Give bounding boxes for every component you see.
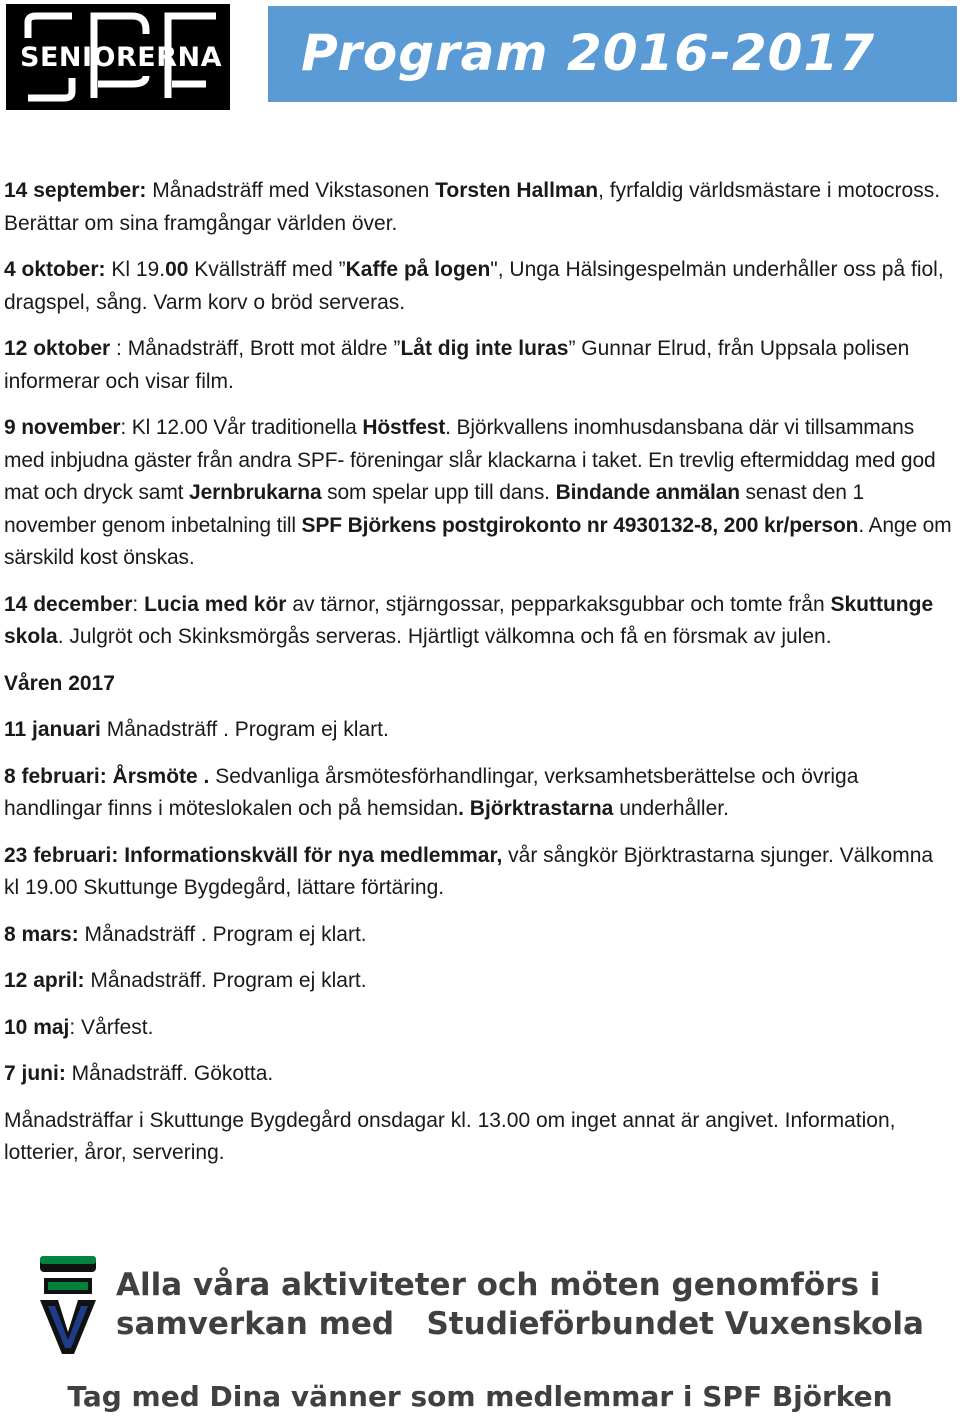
general-info: Månadsträffar i Skuttunge Bygdegård onsdagar kl. 13.00 om inget annat är angivet. Information, lotterier, åror, servering.: [4, 1108, 896, 1164]
sv-logo-icon: [38, 1254, 98, 1356]
event-11-januari: 11 januari Månadsträff . Program ej klart.: [4, 718, 389, 741]
event-date: 10 maj: [4, 1015, 70, 1039]
section-heading-varen-2017: Våren 2017: [4, 671, 115, 695]
event-date: 8 mars:: [4, 922, 79, 946]
event-date: 14 december: [4, 592, 133, 616]
header-banner: [268, 6, 957, 102]
event-7-juni: 7 juni: Månadsträff. Gökotta.: [4, 1062, 274, 1085]
event-12-oktober: 12 oktober : Månadsträff, Brott mot äldre ”Låt dig inte luras” Gunnar Elrud, från Uppsala polisen informerar och visar film.: [4, 337, 910, 393]
event-10-maj: 10 maj: Vårfest.: [4, 1015, 154, 1039]
event-date: 23 februari: Informationskväll för nya medlemmar,: [4, 843, 503, 867]
footer-cooperation-text: Alla våra aktiviteter och möten genomförs i samverkan med Studieförbundet Vuxenskola: [116, 1267, 924, 1342]
event-date: 12 oktober: [4, 337, 111, 360]
event-23-februari: 23 februari: Informationskväll för nya medlemmar, vår sångkör Björktrastarna sjunger. Välkomna kl 19.00 Skuttunge Bygdegård, lättare förtäring.: [4, 843, 934, 899]
program-list: [4, 175, 954, 1184]
event-date: 8 februari: Årsmöte .: [4, 764, 210, 788]
footer-tagline: Tag med Dina vänner som medlemmar i SPF Björken: [67, 1380, 893, 1413]
event-12-april: 12 april: Månadsträff. Program ej klart.: [4, 969, 367, 992]
spf-seniorerna-logo: [6, 4, 230, 110]
event-date: 9 november: [4, 416, 121, 439]
event-14-december: 14 december: Lucia med kör av tärnor, stjärngossar, pepparkaksgubbar och tomte från Skuttunge skola. Julgröt och Skinksmörgås serveras. Hjärtligt välkomna och få en försmak av julen.: [4, 592, 934, 648]
event-date: 7 juni:: [4, 1062, 66, 1085]
event-8-februari: 8 februari: Årsmöte . Sedvanliga årsmötesförhandlingar, verksamhetsberättelse och övriga handlingar finns i möteslokalen och på hemsidan. Björktrastarna underhåller.: [4, 764, 859, 820]
event-date: 4 oktober:: [4, 258, 106, 281]
event-4-oktober: 4 oktober: Kl 19.00 Kvällsträff med ”Kaffe på logen", Unga Hälsingespelmän underhåller oss på fiol, dragspel, sång. Varm korv o bröd serveras.: [4, 258, 944, 314]
event-date: 12 april:: [4, 969, 85, 992]
event-9-november: 9 november: Kl 12.00 Vår traditionella Höstfest. Björkvallens inomhusdansbana där vi tillsammans med inbjudna gäster från andra SPF- föreningar slår klackarna i taket. En trevlig eftermiddag med god mat och dryck samt Jernbrukarna som spelar upp till dans. Bindande anmälan senast den 1 november genom inbetalning till SPF Björkens postgirokonto nr 4930132-8, 200 kr/person. Ange om särskild kost önskas.: [4, 416, 952, 569]
event-8-mars: 8 mars: Månadsträff . Program ej klart.: [4, 922, 367, 946]
logo-text: SENIORERNA: [20, 42, 223, 73]
page-title: Program 2016-2017: [301, 24, 875, 82]
event-14-september: 14 september: Månadsträff med Vikstasonen Torsten Hallman, fyrfaldig världsmästare i motocross. Berättar om sina framgångar världen över.: [4, 179, 941, 235]
event-date: 11 januari: [4, 718, 101, 741]
event-date: 14 september:: [4, 179, 147, 202]
